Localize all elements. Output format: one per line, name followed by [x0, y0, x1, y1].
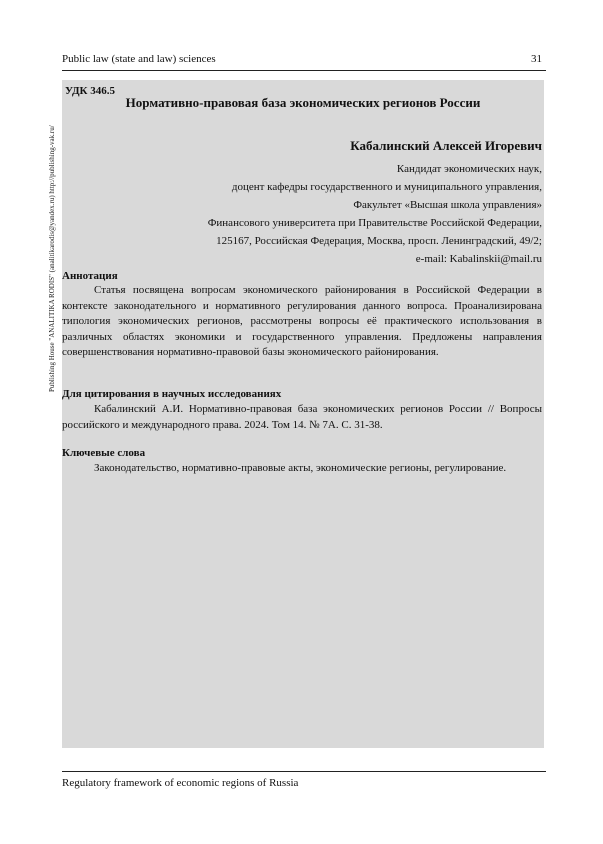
affiliation-line: доцент кафедры государственного и муниципального управления,	[231, 181, 542, 193]
affiliation-line: 125167, Российская Федерация, Москва, просп. Ленинградский, 49/2;	[216, 235, 542, 247]
footer-rule	[62, 771, 546, 772]
affiliation-line: Кандидат экономических наук,	[396, 163, 542, 175]
header-rule	[62, 70, 546, 71]
affiliation-line: Факультет «Высшая школа управления»	[353, 199, 542, 211]
author-name: Кабалинский Алексей Игоревич	[350, 138, 542, 153]
english-title-footer: Regulatory framework of economic regions of Russia	[62, 777, 299, 789]
author-email: e-mail: Kabalinskii@mail.ru	[415, 253, 542, 265]
article-info-panel	[62, 80, 544, 748]
udk-code: УДК 346.5	[65, 85, 116, 97]
publisher-side-note: Publishing House "ANALITIKA RODIS" (analitikarodis@yandex.ru) http://publishing-vak.ru/	[48, 125, 56, 392]
running-header	[62, 53, 542, 65]
author-affiliation	[208, 160, 542, 268]
citation-heading: Для цитирования в научных исследованиях	[62, 388, 282, 400]
citation-text: Кабалинский А.И. Нормативно-правовая база экономических регионов России // Вопросы российского и международного права. 2024. Том 14. № 7А. С. 31-38.	[62, 403, 542, 431]
page-number: 31	[531, 53, 542, 65]
keywords-heading: Ключевые слова	[62, 447, 146, 459]
keywords-text: Законодательство, нормативно-правовые акты, экономические регионы, регулирование.	[94, 462, 507, 474]
abstract-text: Статья посвящена вопросам экономического районирования в Российской Федерации в контексте законодательного и нормативного регулирования данного вопроса. Проанализирована типология экономических регионов, рассмотрены вопросы её практического использования в различных областях экономики и государственного управления. Предложены направления совершенствования нормативно-правовой базы экономического районирования.	[62, 284, 542, 358]
journal-name: Public law (state and law) sciences	[62, 53, 216, 65]
abstract-heading: Аннотация	[62, 270, 118, 282]
article-title: Нормативно-правовая база экономических регионов России	[125, 95, 481, 110]
affiliation-line: Финансового университета при Правительстве Российской Федерации,	[207, 217, 542, 229]
